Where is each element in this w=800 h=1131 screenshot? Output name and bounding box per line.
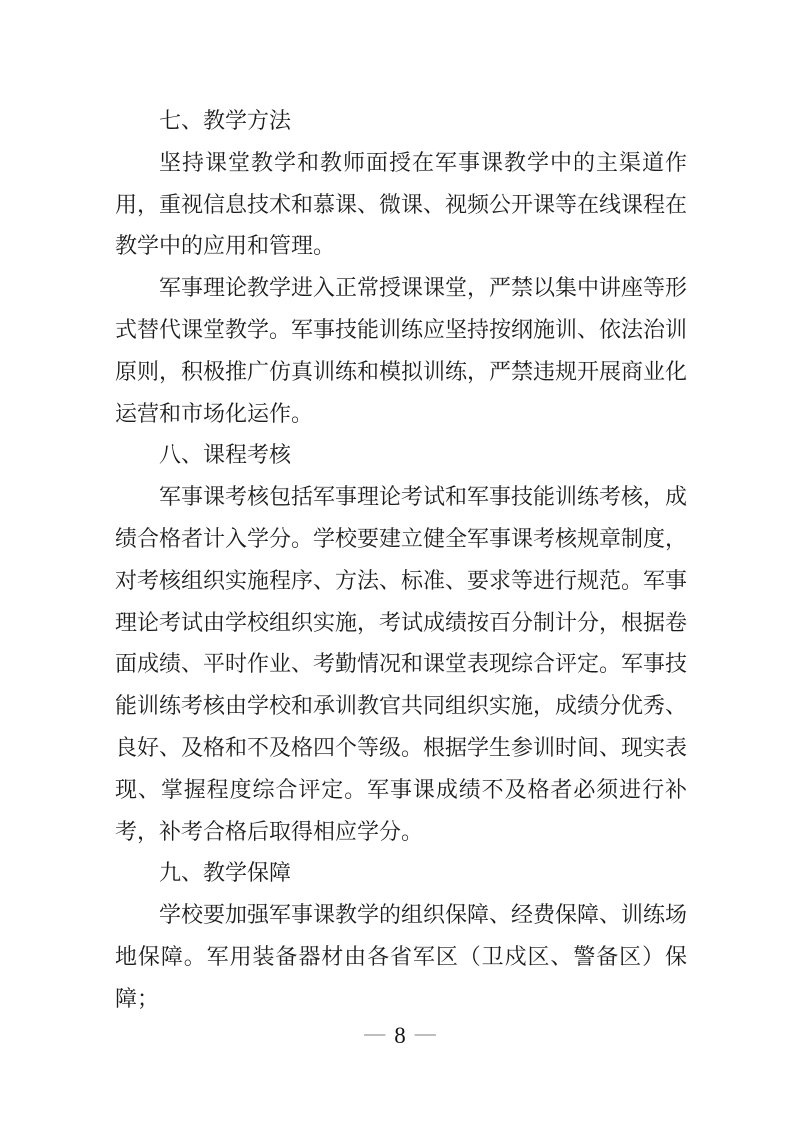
footer-left-dash: — [364,1021,386,1045]
section-heading: 七、教学方法 [159,108,292,133]
paragraph: 军事理论教学进入正常授课课堂，严禁以集中讲座等形式替代课堂教学。军事技能训练应坚持按纲施训、依法治训原则，积极推广仿真训练和模拟训练，严禁违规开展商业化运营和市场化运作。 [115,275,688,426]
paragraph: 学校要加强军事课教学的组织保障、经费保障、训练场地保障。军用装备器材由各省军区（卫戍区、警备区）保障； [115,902,688,1011]
paragraph: 军事课考核包括军事理论考试和军事技能训练考核，成绩合格者计入学分。学校要建立健全军事课考核规章制度，对考核组织实施程序、方法、标准、要求等进行规范。军事理论考试由学校组织实施，考试成绩按百分制计分，根据卷面成绩、平时作业、考勤情况和课堂表现综合评定。军事技能训练考核由学校和承训教官共同组织实施，成绩分优秀、良好、及格和不及格四个等级。根据学生参训时间、现实表现、掌握程度综合评定。军事课成绩不及格者必须进行补考，补考合格后取得相应学分。 [115,484,688,844]
document-body [115,100,687,1020]
footer-right-dash: — [414,1021,436,1045]
paragraph: 坚持课堂教学和教师面授在军事课教学中的主渠道作用，重视信息技术和慕课、微课、视频公开课等在线课程在教学中的应用和管理。 [115,149,688,259]
page-footer [0,1020,800,1052]
section-heading: 九、教学保障 [159,860,292,886]
page-number: 8 [394,1023,406,1048]
section-heading: 八、课程考核 [159,442,292,468]
